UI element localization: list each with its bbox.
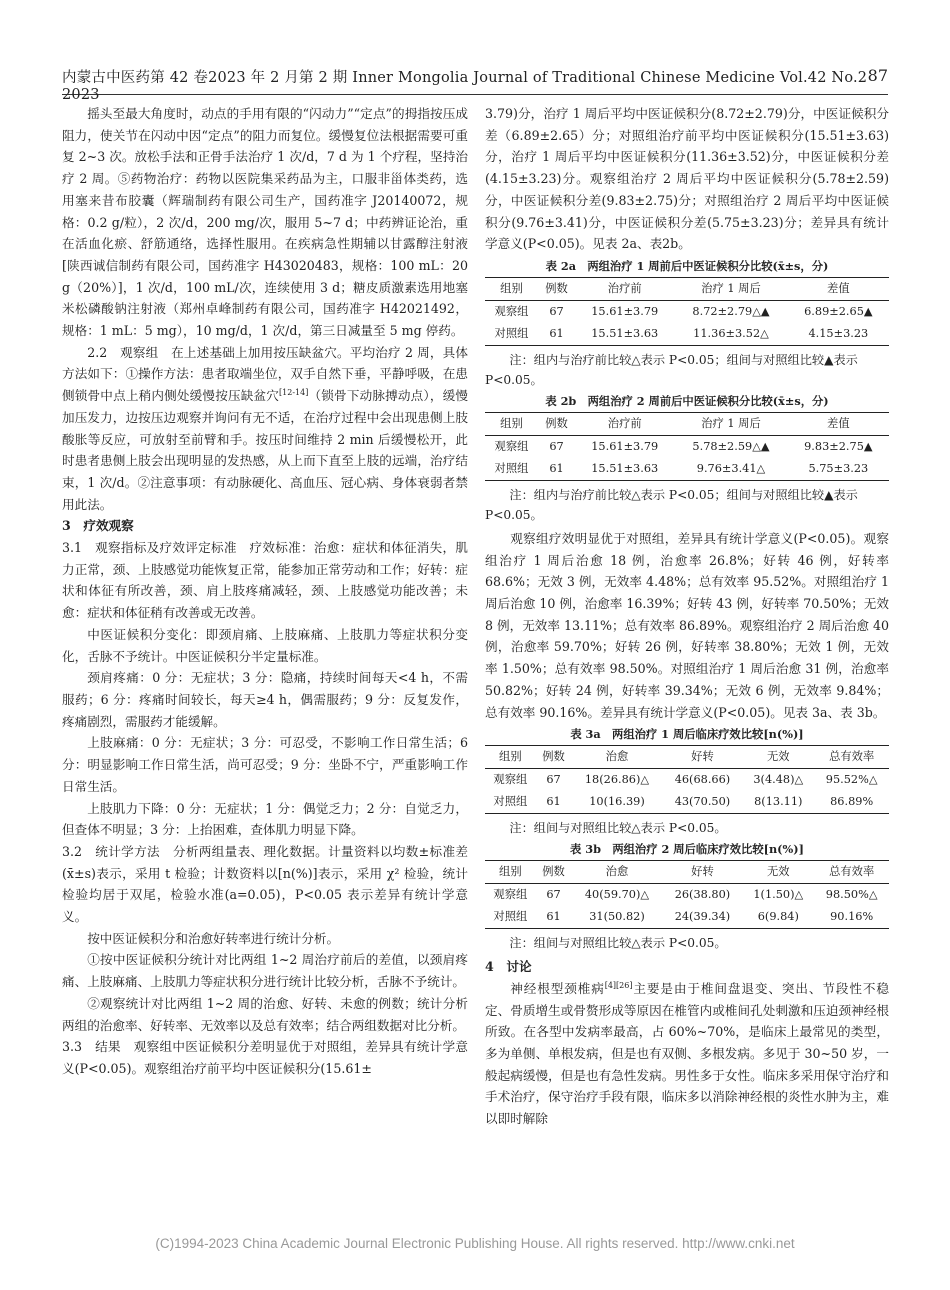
table-cell: 6.89±2.65▲ <box>804 304 873 318</box>
paragraph-observation-group <box>62 342 468 516</box>
text-segment: 2.2 观察组 在上述基础上加用按压缺盆穴。平均治疗 2 周，具体方法如下：①操作方法：患者取端坐位，双手自然下垂，平静呼吸，在患侧锁骨中点上稍内侧处缓慢按压缺盆穴 <box>62 344 468 404</box>
table-header-cell: 治疗 1 周后 <box>674 277 787 300</box>
section-heading-3: 3 疗效观察 <box>62 518 134 534</box>
table-header-cell: 差值 <box>788 412 889 435</box>
paragraph-efficacy-criteria: 3.1 观察指标及疗效评定标准 疗效标准：治愈：症状和体征消失，肌力正常，颈、上肢感觉功能恢复正常，能参加正常劳动和工作；好转：症状和体征有所改善，颈、肩上肢疼痛减轻，颈、上肢感觉功能改善；未愈：症状和体征稍有改善或无改善。 <box>62 540 468 621</box>
table-cell: 61 <box>536 791 572 814</box>
table-header-cell: 例数 <box>538 412 575 435</box>
table-header-cell: 治愈 <box>571 861 662 884</box>
copyright-footer: (C)1994-2023 China Academic Journal Electronic Publishing House. All rights reserved. http://www.cnki.net <box>155 1236 795 1251</box>
table-cell: 1(1.50)△ <box>753 888 804 902</box>
table-row <box>485 884 889 907</box>
table-cell: 15.61±3.79 <box>591 304 659 318</box>
table-cell: 对照组 <box>485 323 538 346</box>
table-header-cell: 例数 <box>536 861 572 884</box>
table-cell: 67 <box>549 304 564 318</box>
table-header-cell: 例数 <box>538 277 575 300</box>
table-cell: 11.36±3.52△ <box>674 323 787 346</box>
table-cell: 31(50.82) <box>571 906 662 929</box>
paragraph-discussion <box>485 978 889 1130</box>
text-segment: 主要是由于椎间盘退变、突出、节段性不稳定、骨质增生或骨赘形成等原因在椎管内或椎间孔处刺激和压迫颈神经根所致。在各型中发病率最高，占 60%~70%，是临床上最常见的类型，多为单侧、单根发病，但是也有双侧、多根发病。多见于 30~50 岁，一般起病缓慢，但是也有急性发病。男性多于女性。临床多采用保守治疗和手术治疗，保守治疗手段有限，临床多以消除神经根的炎性水肿为主，难以即时解除 <box>485 980 890 1127</box>
table-cell: 86.89% <box>814 791 889 814</box>
section-heading-4: 4 讨论 <box>485 959 532 975</box>
table-header-cell: 组别 <box>485 277 538 300</box>
left-column <box>62 103 468 1080</box>
table-row <box>485 458 889 481</box>
table-3a-caption: 表 3a 两组治疗 1 周后临床疗效比较[n(%)] <box>570 727 804 742</box>
journal-header-title: 内蒙古中医药第 42 卷2023 年 2 月第 2 期 Inner Mongolia Journal of Traditional Chinese Medicine Vol.42 No.2 2023 <box>62 70 868 103</box>
table-cell: 8(13.11) <box>742 791 814 814</box>
table-cell: 98.50%△ <box>825 888 878 902</box>
table-3a <box>485 745 889 814</box>
table-cell: 9.76±3.41△ <box>674 458 787 481</box>
right-column <box>485 103 889 1130</box>
table-cell: 4.15±3.23 <box>788 323 889 346</box>
page-number: 87 <box>867 66 888 85</box>
table-3b <box>485 860 889 929</box>
table-header-cell: 好转 <box>663 746 743 769</box>
table-3b-caption: 表 3b 两组治疗 2 周后临床疗效比较[n(%)] <box>570 842 804 857</box>
paragraph-efficacy-results: 观察组疗效明显优于对照组，差异具有统计学意义(P<0.05)。观察组治疗 1 周后治愈 18 例，治愈率 26.8%；好转 46 例，好转率 68.6%；无效 3 例，无效率 4.48%；总有效率 95.52%。对照组治疗 1 周后治愈 10 例，治愈率 16.39%；好转 43 例，好转率 70.50%；无效 8 例，无效率 13.11%；总有效率 86.89%。观察组治疗 2 周后治愈 40 例，治愈率 59.70%；好转 26 例，好转率 38.80%；无效 1 例，无效率 1.50%；总有效率 98.50%。对照组治疗 1 周后治愈 31 例，治愈率 50.82%；好转 24 例，好转率 39.34%；无效 6 例，无效率 9.84%；总有效率 90.16%。差异具有统计学意义(P<0.05)。见表 3a、表 3b。 <box>485 530 889 720</box>
table-cell: 对照组 <box>485 906 536 929</box>
table-cell: 61 <box>538 458 575 481</box>
table-header-cell: 总有效率 <box>814 746 889 769</box>
paragraph-neck-pain: 颈肩疼痛：0 分：无症状；3 分：隐痛，持续时间每天<4 h，不需服药；6 分：疼痛时间较长，每天≥4 h，偶需服药；9 分：反复发作，疼痛剧烈，需服药才能缓解。 <box>62 670 468 729</box>
table-cell: 10(16.39) <box>571 791 662 814</box>
table-cell: 8.72±2.79△▲ <box>692 304 770 318</box>
table-2a-caption: 表 2a 两组治疗 1 周前后中医证候积分比较(x̄±s，分) <box>545 258 829 273</box>
table-cell: 67 <box>546 773 561 787</box>
paragraph-analysis-1: ①按中医证候积分统计对比两组 1~2 周治疗前后的差值，以颈肩疼痛、上肢麻痛、上肢肌力等症状积分进行统计比较分析，舌脉不予统计。 <box>62 952 468 990</box>
paragraph-results-continued: 3.79)分，治疗 1 周后平均中医证候积分(8.72±2.79)分，中医证候积分差（6.89±2.65）分；对照组治疗前平均中医证候积分(15.51±3.63)分，治疗 1 周后平均中医证候积分(11.36±3.52)分，中医证候积分差(4.15±3.23)分。观察组治疗 2 周后平均中医证候积分(5.78±2.59)分，中医证候积分差(9.83±2.75)分；对照组治疗 2 周后平均中医证候积分(9.76±3.41)分，中医证候积分差(5.75±3.23)分；差异具有统计学意义(P<0.05)。见表 2a、表2b。 <box>485 106 889 252</box>
paragraph-arm-strength: 上肢肌力下降：0 分：无症状；1 分：偶觉乏力；2 分：自觉乏力，但查体不明显；3 分：上抬困难，查体肌力明显下降。 <box>62 800 468 838</box>
table-cell: 26(38.80) <box>674 888 731 902</box>
table-header-cell: 治愈 <box>571 746 662 769</box>
table-row <box>485 906 889 929</box>
table-cell: 观察组 <box>493 773 528 787</box>
table-cell: 90.16% <box>814 906 889 929</box>
table-header-cell: 例数 <box>536 746 572 769</box>
table-cell: 6(9.84) <box>742 906 814 929</box>
paragraph-statistics: 3.2 统计学方法 分析两组量表、理化数据。计量资料以均数±标准差(x̄±s)表示，采用 t 检验；计数资料以[n(%)]表示，采用 χ² 检验，统计检验均居于双尾，检验水准(a=0.05)，P<0.05 表示差异有统计学意义。 <box>62 843 468 925</box>
table-header-cell: 无效 <box>742 746 814 769</box>
paragraph-treatment-methods: 摇头至最大角度时，动点的手用有限的“闪动力”“定点”的拇指按压成阻力，使关节在闪动中因“定点”的阻力而复位。缓慢复位法根据需要可重复 2~3 次。放松手法和正骨手法治疗 1 次/d，7 d 为 1 个疗程，坚持治疗 2 周。⑤药物治疗：药物以医院集采药品为主，口服非甾体类药，选用塞来昔布胶囊（辉瑞制药有限公司生产，国药准字 J20140072，规格：0.2 g/粒），2 次/d，200 mg/次，服用 5~7 d；中药辨证论治，重在活血化瘀、舒筋通络，选择性服用。在疾病急性期辅以甘露醇注射液[陕西诚信制药有限公司，国药准字 H43020483，规格：100 mL：20 g（20%）]，1 次/d，100 mL/次，连续使用 3 d；糖皮质激素选用地塞米松磷酸钠注射液（郑州卓峰制药有限公司，国药准字 H42021492，规格：1 mL：5 mg），10 mg/d，1 次/d，第三日减量至 5 mg 停药。 <box>62 106 468 339</box>
table-cell: 95.52%△ <box>825 773 878 787</box>
table-header-cell: 好转 <box>663 861 743 884</box>
table-header-cell: 无效 <box>742 861 814 884</box>
table-cell: 61 <box>538 323 575 346</box>
table-2a-note: 注：组内与治疗前比较△表示 P<0.05；组间与对照组比较▲表示 P<0.05。 <box>485 352 858 387</box>
table-cell: 15.51±3.63 <box>575 323 674 346</box>
table-2b-note: 注：组内与治疗前比较△表示 P<0.05；组间与对照组比较▲表示 P<0.05。 <box>485 487 858 522</box>
table-header-cell: 总有效率 <box>814 861 889 884</box>
table-cell: 67 <box>546 888 561 902</box>
text-segment: （锁骨下动脉搏动点），缓慢加压发力，边按压边观察并询问有无不适，在治疗过程中会出现患侧上肢酸胀等反应，可放射至前臂和手。按压时间维持 2 min 后缓慢松开，此时患者患侧上肢会出现明显的发热感，从上而下直至上肢的远端，治疗结束，1 次/d。②注意事项：有动脉硬化、高血压、冠心病、身体衰弱者禁用此法。 <box>62 388 469 512</box>
citation: [12-14] <box>279 387 309 397</box>
table-cell: 61 <box>536 906 572 929</box>
table-2b-caption: 表 2b 两组治疗 2 周前后中医证候积分比较(x̄±s，分) <box>545 393 829 408</box>
text-segment: 神经根型颈椎病 <box>510 980 605 996</box>
table-3a-note: 注：组间与对照组比较△表示 P<0.05。 <box>509 821 727 836</box>
paragraph-arm-numbness: 上肢麻痛：0 分：无症状；3 分：可忍受，不影响工作日常生活；6 分：明显影响工作日常生活，尚可忍受；9 分：坐卧不宁，严重影响工作日常生活。 <box>62 735 468 794</box>
table-2a <box>485 277 889 346</box>
table-cell: 对照组 <box>485 458 538 481</box>
table-cell: 观察组 <box>494 304 529 318</box>
citation: [4][26] <box>604 980 633 990</box>
table-3b-note: 注：组间与对照组比较△表示 P<0.05。 <box>509 936 727 951</box>
table-row <box>485 300 889 323</box>
table-cell: 5.75±3.23 <box>788 458 889 481</box>
table-cell: 对照组 <box>485 791 536 814</box>
table-header-cell: 组别 <box>485 861 536 884</box>
table-header-cell: 组别 <box>485 412 538 435</box>
table-cell: 观察组 <box>494 439 529 453</box>
table-header-cell: 治疗前 <box>575 412 674 435</box>
table-row <box>485 791 889 814</box>
paragraph-tcm-score: 中医证候积分变化：即颈肩痛、上肢麻痛、上肢肌力等症状积分变化，舌脉不予统计。中医证候积分半定量标准。 <box>62 626 468 664</box>
table-cell: 9.83±2.75▲ <box>804 439 873 453</box>
table-header-cell: 差值 <box>788 277 889 300</box>
table-cell: 40(59.70)△ <box>584 888 650 902</box>
paragraph-analysis: 按中医证候积分和治愈好转率进行统计分析。 <box>87 930 340 946</box>
table-row <box>485 323 889 346</box>
table-cell: 15.51±3.63 <box>575 458 674 481</box>
table-header-cell: 组别 <box>485 746 536 769</box>
table-cell: 观察组 <box>493 888 528 902</box>
table-header-cell: 治疗 1 周后 <box>674 412 787 435</box>
table-cell: 24(39.34) <box>663 906 743 929</box>
paragraph-results: 3.3 结果 观察组中医证候积分差明显优于对照组，差异具有统计学意义(P<0.05)。观察组治疗前平均中医证候积分(15.61± <box>62 1039 468 1076</box>
table-cell: 5.78±2.59△▲ <box>692 439 770 453</box>
table-cell: 15.61±3.79 <box>591 439 659 453</box>
table-cell: 43(70.50) <box>663 791 743 814</box>
table-header-cell: 治疗前 <box>575 277 674 300</box>
table-cell: 67 <box>549 439 564 453</box>
running-header <box>62 64 888 103</box>
table-cell: 46(68.66) <box>674 773 731 787</box>
table-2b <box>485 412 889 481</box>
paragraph-analysis-2: ②观察统计对比两组 1~2 周的治愈、好转、未愈的例数；统计分析两组的治愈率、好转率、无效率以及总有效率；结合两组数据对比分析。 <box>62 995 468 1033</box>
table-row <box>485 769 889 792</box>
table-cell: 18(26.86)△ <box>584 773 650 787</box>
table-cell: 3(4.48)△ <box>753 773 804 787</box>
table-row <box>485 435 889 458</box>
